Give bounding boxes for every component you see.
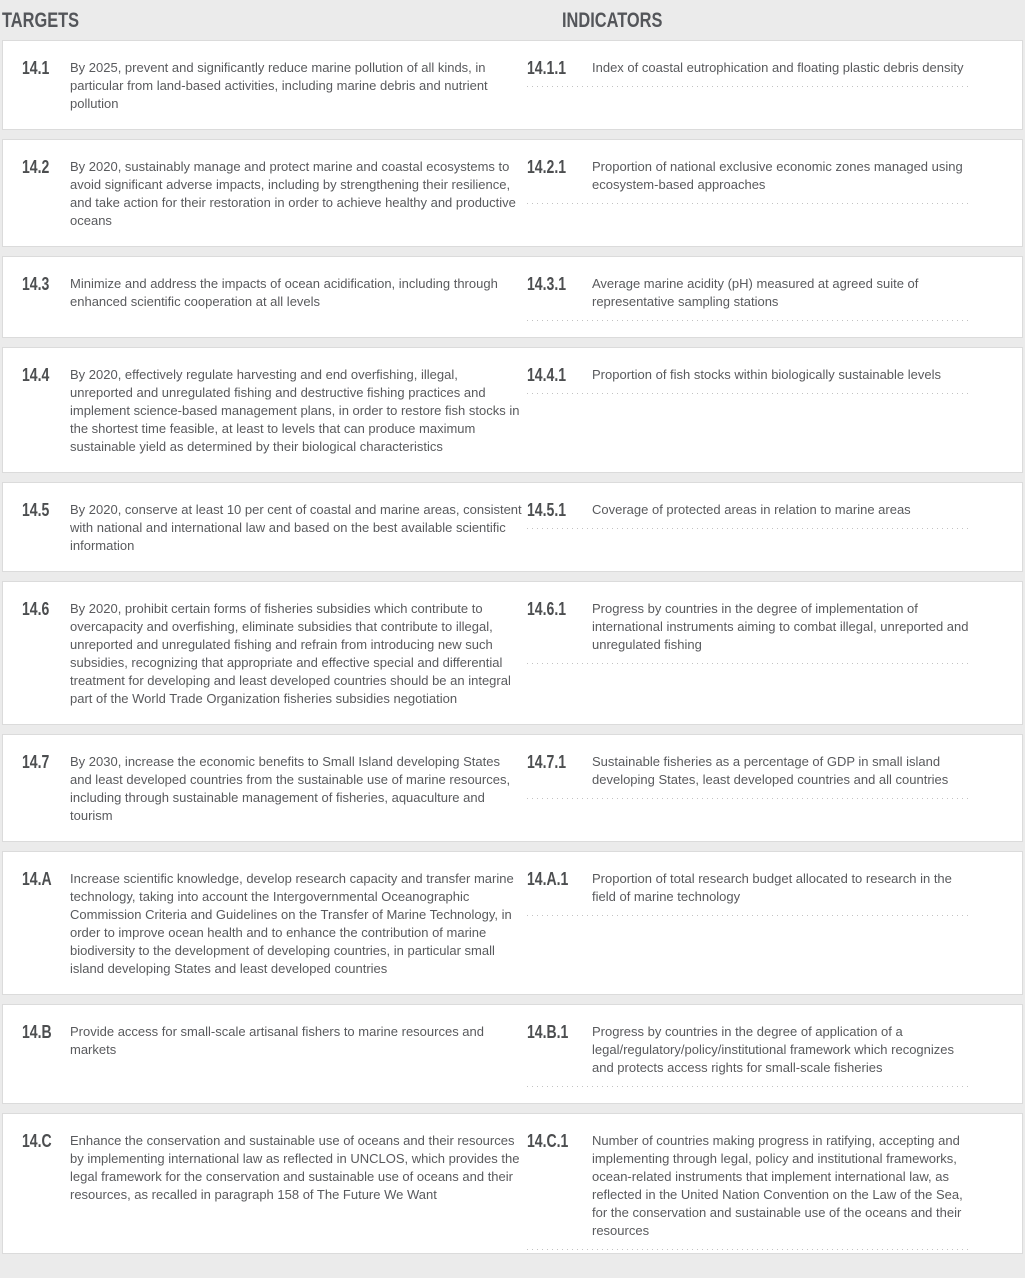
indicator-text: Proportion of national exclusive economic zones managed using ecosystem-based approaches (592, 159, 963, 192)
indicator-number: 14.3.1 (527, 274, 567, 294)
target-number: 14.3 (22, 274, 50, 294)
target-text: By 2020, sustainably manage and protect marine and coastal ecosystems to avoid significant adverse impacts, including by strengthening their resilience, and take action for their restoration in order to achieve healthy and productive oceans (70, 159, 516, 228)
indicator (527, 1132, 971, 1250)
target-text: By 2020, effectively regulate harvesting and end overfishing, illegal, unreported and unregulated fishing and destructive fishing practices and implement science-based management plans, in order to restore fish stocks in the shortest time feasible, at least to levels that can produce maximum sustainable yield as determined by their biological characteristics (70, 367, 520, 454)
table-row (2, 256, 1023, 338)
indicators-column-header: INDICATORS (562, 9, 663, 32)
target-number: 14.A (22, 869, 52, 889)
target-text: By 2025, prevent and significantly reduce marine pollution of all kinds, in particular from land-based activities, including marine debris and nutrient pollution (70, 60, 488, 111)
indicator-number: 14.6.1 (527, 599, 567, 619)
indicator-text: Proportion of fish stocks within biologically sustainable levels (592, 367, 942, 382)
target-text: Increase scientific knowledge, develop research capacity and transfer marine technology, taking into account the Intergovernmental Oceanographic Commission Criteria and Guidelines on the Transfer of Marine Technology, in order to improve ocean health and to enhance the contribution of marine biodiversity to the development of developing countries, in particular small island developing States and least developed countries (70, 871, 514, 976)
target-text: By 2030, increase the economic benefits to Small Island developing States and least developed countries from the sustainable use of marine resources, including through sustainable management of fisheries, aquaculture and tourism (70, 754, 511, 823)
table-row (2, 1113, 1023, 1254)
table-row (2, 851, 1023, 995)
target-number: 14.7 (22, 752, 50, 772)
indicator-text: Sustainable fisheries as a percentage of GDP in small island developing States, least developed countries and all countries (592, 754, 949, 787)
indicator (527, 59, 971, 87)
table-row (2, 581, 1023, 725)
indicator-text: Index of coastal eutrophication and floating plastic debris density (592, 60, 964, 75)
target-number: 14.4 (22, 365, 50, 385)
indicator-text: Proportion of total research budget allocated to research in the field of marine technology (592, 871, 952, 904)
table-row (2, 734, 1023, 842)
column-headers (0, 0, 1025, 40)
target-text: By 2020, prohibit certain forms of fisheries subsidies which contribute to overcapacity and overfishing, eliminate subsidies that contribute to illegal, unreported and unregulated fishing and refrain from introducing new such subsidies, recognizing that appropriate and effective special and differential treatment for developing and least developed countries should be an integral part of the World Trade Organization fisheries subsidies negotiation (70, 601, 511, 706)
indicator-number: 14.2.1 (527, 157, 567, 177)
target-number: 14.C (22, 1131, 52, 1151)
indicator-number: 14.B.1 (527, 1022, 569, 1042)
indicator (527, 1023, 971, 1087)
target-number: 14.B (22, 1022, 52, 1042)
indicator-text: Coverage of protected areas in relation to marine areas (592, 502, 911, 517)
table-row (2, 347, 1023, 473)
indicator-number: 14.5.1 (527, 500, 567, 520)
indicator-number: 14.4.1 (527, 365, 567, 385)
table-row (2, 1004, 1023, 1104)
indicator (527, 870, 971, 916)
target-text: Minimize and address the impacts of ocean acidification, including through enhanced scientific cooperation at all levels (70, 276, 498, 309)
indicator-text: Average marine acidity (pH) measured at agreed suite of representative sampling stations (592, 276, 919, 309)
target-text: By 2020, conserve at least 10 per cent of coastal and marine areas, consistent with national and international law and based on the best available scientific information (70, 502, 522, 553)
indicator-number: 14.C.1 (527, 1131, 569, 1151)
indicator (527, 275, 971, 321)
target-number: 14.1 (22, 58, 50, 78)
indicator-text: Progress by countries in the degree of implementation of international instruments aiming to combat illegal, unreported and unregulated fishing (592, 601, 969, 652)
table-row (2, 40, 1023, 130)
target-text: Provide access for small-scale artisanal fishers to marine resources and markets (70, 1024, 485, 1057)
table-row (2, 139, 1023, 247)
indicator-number: 14.1.1 (527, 58, 567, 78)
indicator (527, 501, 971, 529)
targets-column-header: TARGETS (2, 9, 80, 32)
indicator (527, 366, 971, 394)
table-row (2, 482, 1023, 572)
indicator-number: 14.A.1 (527, 869, 569, 889)
target-number: 14.5 (22, 500, 50, 520)
indicator-text: Progress by countries in the degree of application of a legal/regulatory/policy/institutional framework which recognizes and protects access rights for small-scale fisheries (592, 1024, 955, 1075)
indicator (527, 600, 971, 664)
target-text: Enhance the conservation and sustainable use of oceans and their resources by implementing international law as reflected in UNCLOS, which provides the legal framework for the conservation and sustainable use of oceans and their resources, as recalled in paragraph 158 of The Future We Want (70, 1133, 520, 1202)
indicator (527, 158, 971, 204)
target-number: 14.2 (22, 157, 50, 177)
target-number: 14.6 (22, 599, 50, 619)
indicator-text: Number of countries making progress in ratifying, accepting and implementing through legal, policy and institutional frameworks, ocean-related instruments that implement international law, as reflected in the United Nation Convention on the Law of the Sea, for the conservation and sustainable use of the oceans and their resources (592, 1133, 963, 1238)
rows-container (0, 40, 1025, 1254)
indicator (527, 753, 971, 799)
indicator-number: 14.7.1 (527, 752, 567, 772)
